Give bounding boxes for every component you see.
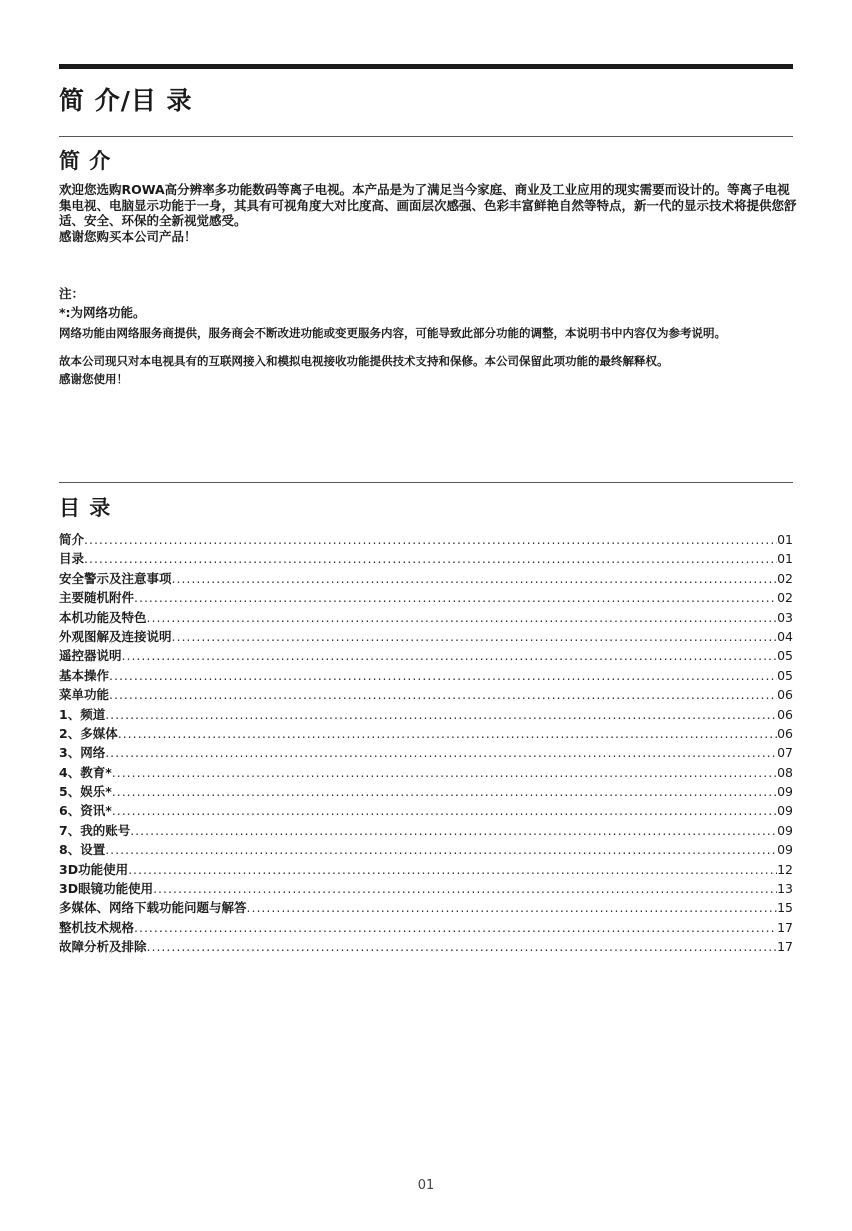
toc-entry-page: 05: [777, 648, 793, 664]
toc-entry-page: 02: [777, 570, 793, 586]
toc-entry-label: 主要随机附件: [59, 590, 135, 606]
toc-leader-dots: [128, 860, 777, 879]
toc-leader-dots: [112, 782, 777, 801]
toc-entry[interactable]: [59, 530, 793, 549]
toc-leader-dots: [153, 879, 777, 898]
toc-leader-dots: [122, 646, 778, 665]
toc-entry-page: 17: [777, 939, 793, 955]
toc-entry[interactable]: [59, 646, 793, 665]
toc-entry-label: 整机技术规格: [59, 919, 135, 935]
toc-entry[interactable]: [59, 569, 793, 588]
divider: [59, 136, 793, 137]
toc-entry[interactable]: [59, 860, 793, 879]
toc-entry[interactable]: [59, 918, 793, 937]
toc-list: [59, 530, 793, 957]
toc-leader-dots: [130, 821, 777, 840]
toc-entry[interactable]: [59, 724, 793, 743]
toc-entry-page: 13: [777, 881, 793, 897]
toc-entry[interactable]: [59, 685, 793, 704]
note-title: 注：: [59, 286, 85, 301]
toc-entry-page: 01: [777, 551, 793, 567]
toc-entry-page: 03: [777, 609, 793, 625]
toc-entry-page: 09: [777, 842, 793, 858]
toc-entry-page: 17: [777, 919, 793, 935]
toc-entry-label: 简介: [59, 532, 85, 547]
toc-leader-dots: [105, 840, 777, 859]
toc-entry-page: 06: [777, 725, 793, 741]
note-thanks: 感谢您使用！: [59, 372, 128, 386]
toc-entry[interactable]: [59, 840, 793, 859]
toc-leader-dots: [84, 549, 777, 568]
toc-entry-label: 1、频道: [59, 706, 106, 722]
toc-entry-label: 8、设置: [59, 842, 106, 858]
intro-heading: 简 介: [59, 149, 112, 173]
note-star-line: *:为网络功能。: [59, 305, 146, 320]
toc-leader-dots: [109, 666, 777, 685]
toc-entry-label: 3D功能使用: [59, 861, 129, 877]
toc-entry[interactable]: [59, 705, 793, 724]
toc-leader-dots: [134, 918, 777, 937]
intro-paragraph: 欢迎您选购ROWA高分辨率多功能数码等离子电视。本产品是为了满足当今家庭、商业及工业应用的现实需要而设计的。等离子电视集电视、电脑显示功能于一身，其具有可视角度大对比度高、画面层次感强、色彩丰富鲜艳自然等特点，新一代的显示技术将提供您舒适、安全、环保的全新视觉感受。: [59, 182, 797, 228]
toc-leader-dots: [172, 627, 778, 646]
intro-thanks: 感谢您购买本公司产品！: [59, 228, 197, 244]
toc-entry-label: 菜单功能: [59, 687, 110, 703]
toc-entry[interactable]: [59, 666, 793, 685]
toc-entry-label: 本机功能及特色: [59, 609, 147, 625]
toc-entry-label: 4、教育*: [59, 764, 112, 780]
toc-leader-dots: [112, 763, 777, 782]
toc-heading: 目 录: [59, 496, 112, 520]
toc-entry[interactable]: [59, 937, 793, 956]
toc-entry[interactable]: [59, 879, 793, 898]
toc-entry-label: 遥控器说明: [59, 648, 122, 664]
toc-entry[interactable]: [59, 801, 793, 820]
toc-entry[interactable]: [59, 782, 793, 801]
toc-entry[interactable]: [59, 627, 793, 646]
note-paragraph: 故本公司现只对本电视具有的互联网接入和模拟电视接收功能提供技术支持和保修。本公司保留此项功能的最终解释权。: [59, 354, 669, 368]
toc-entry-page: 05: [777, 667, 793, 683]
toc-leader-dots: [247, 898, 778, 917]
toc-entry-label: 故障分析及排除: [59, 939, 147, 955]
toc-entry[interactable]: [59, 549, 793, 568]
toc-entry-page: 06: [777, 687, 793, 703]
toc-entry-label: 基本操作: [59, 667, 110, 683]
toc-entry[interactable]: [59, 588, 793, 607]
page-number: 01: [417, 1178, 435, 1193]
toc-entry-page: 02: [777, 590, 793, 606]
toc-leader-dots: [147, 608, 778, 627]
toc-entry[interactable]: [59, 608, 793, 627]
toc-leader-dots: [105, 743, 777, 762]
toc-entry-page: 04: [777, 628, 793, 644]
divider: [59, 482, 793, 483]
toc-entry-page: 09: [777, 803, 793, 819]
toc-entry-label: 多媒体、网络下载功能问题与解答: [59, 900, 247, 916]
toc-leader-dots: [84, 530, 777, 549]
toc-entry-label: 7、我的账号: [59, 822, 131, 838]
toc-entry-page: 08: [777, 764, 793, 780]
top-rule: [59, 64, 793, 69]
toc-entry-page: 09: [777, 822, 793, 838]
toc-entry-label: 目录: [59, 551, 85, 567]
toc-entry[interactable]: [59, 763, 793, 782]
toc-entry-label: 安全警示及注意事项: [59, 570, 172, 586]
toc-entry[interactable]: [59, 821, 793, 840]
toc-leader-dots: [118, 724, 777, 743]
note-section: [59, 286, 799, 388]
toc-entry-label: 3D眼镜功能使用: [59, 881, 154, 897]
note-paragraph: 网络功能由网络服务商提供，服务商会不断改进功能或变更服务内容，可能导致此部分功能的调整，本说明书中内容仅为参考说明。: [59, 326, 726, 340]
page-title: 简 介/目 录: [59, 86, 193, 115]
toc-leader-dots: [112, 801, 777, 820]
toc-entry-page: 09: [777, 784, 793, 800]
toc-entry-label: 5、娱乐*: [59, 784, 112, 800]
toc-entry-page: 12: [777, 861, 793, 877]
toc-leader-dots: [134, 588, 777, 607]
intro-body: [59, 182, 799, 244]
toc-entry[interactable]: [59, 743, 793, 762]
toc-entry-page: 01: [777, 532, 793, 547]
toc-entry-page: 07: [777, 745, 793, 761]
toc-entry-label: 2、多媒体: [59, 725, 118, 741]
toc-leader-dots: [109, 685, 777, 704]
toc-entry-page: 15: [777, 900, 793, 916]
toc-entry-label: 外观图解及连接说明: [59, 628, 172, 644]
toc-leader-dots: [105, 705, 777, 724]
toc-leader-dots: [172, 569, 778, 588]
toc-entry-label: 6、资讯*: [59, 803, 112, 819]
toc-entry[interactable]: [59, 898, 793, 917]
toc-leader-dots: [147, 937, 778, 956]
toc-entry-label: 3、网络: [59, 745, 106, 761]
toc-entry-page: 06: [777, 706, 793, 722]
